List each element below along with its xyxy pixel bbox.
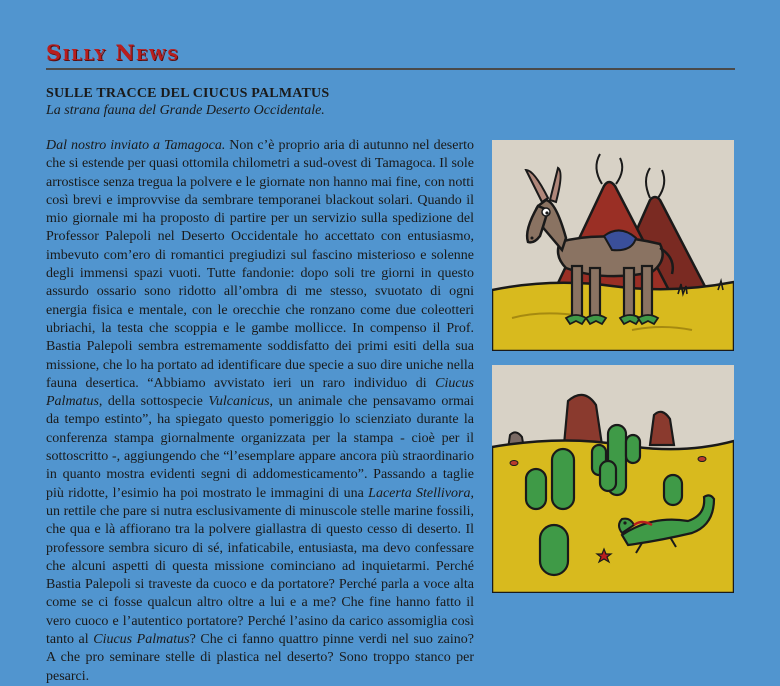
article-text-part-2: , della sottospecie xyxy=(98,394,209,410)
species-name-repeat: Ciucus Palmatus xyxy=(93,632,190,648)
header-divider xyxy=(46,68,735,70)
article-text-part-5: ? Che ci fanno quattro pinne verdi nel suo zaino? A che pro seminare stelle di plastica nel deserto? Sono troppo stanco per pesarci. xyxy=(46,632,474,684)
cactus-lizard-illustration xyxy=(492,365,734,593)
article-subheadline: La strana fauna del Grande Deserto Occidentale. xyxy=(46,103,325,118)
article-text-part-4: , un rettile che pare si nutra esclusivamente di minuscole stelle marine fossili, che qua e là affiorano tra la polvere giallastra di questo cesso di deserto. Il professore sembra sicuro di sé, infaticabile, entusiasta, ma devo confessare che alcuni aspetti di questa missione cominciano ad inquietarmi. Perché Bastia Palepoli si traveste da cuoco e da portatore? Perché parla a voce alta come se ci fosse qualcun altro oltre a lui e a me? Che fine hanno fatto il vero cuoco e l’autentico portatore? Perché l’asino da carico assomiglia così tanto al xyxy=(46,485,474,648)
donkey-volcano-illustration xyxy=(492,140,734,351)
article-dateline: Dal nostro inviato a Tamagoca. xyxy=(46,138,226,153)
article-text-part-3: , un animale che pensavamo ormai da tempo estinto”, ha spiegato questo pomeriggio lo scienziato durante la conferenza stampa giornalmente organizzata per la stampa - cioè per il sottoscritto -, aggiungendo che “l’esemplare appare ancora più straordinario in quanto mostra evidenti segni di addomesticamento”. Passando a taglie più ridotte, l’esimio ha poi mostrato le immagini di una xyxy=(46,394,474,501)
masthead-logo: Silly News xyxy=(46,40,180,65)
lizard-species-name: Lacerta Stellivora xyxy=(368,485,471,501)
subspecies-name: Vulcanicus xyxy=(208,394,270,410)
article-body xyxy=(46,137,474,686)
species-name: Ciucus Palmatus xyxy=(46,375,474,410)
article-headline: SULLE TRACCE DEL CIUCUS PALMATUS xyxy=(46,86,330,101)
article-text-part-1: Non c’è proprio aria di autunno nel deserto che si estende per quasi ottomila chilometri a sud-ovest di Tamagoca. Il sole arrostisce senza tregua la polvere e le giornate non hanno mai fine, con notti così brevi e improvvise da sembrare temporanei blackout solari. Quando il mio giornale mi ha proposto di partire per un servizio sulla spedizione del Professor Palepoli nel Deserto Occidentale ho accettato con entusiasmo, imbevuto com’ero di romantici pregiudizi sul fascino misterioso e solenne degli immensi spazi vuoti. Tutte fandonie: dopo soli tre giorni in questo assurdo ossario sono ridotto all’ombra di me stesso, svuotato di ogni energia fisica e mentale, con le orecchie che ronzano come due coleotteri ubriachi, la testa che scoppia e le gambe mollicce. In compenso il Prof. Bastia Palepoli sembra estremamente soddisfatto dei primi esiti della sua missione, che lo ha portato ad identificare due specie a suo dire uniche nella fauna desertica. “Abbiamo avvistato ieri un raro individuo di xyxy=(46,138,474,391)
